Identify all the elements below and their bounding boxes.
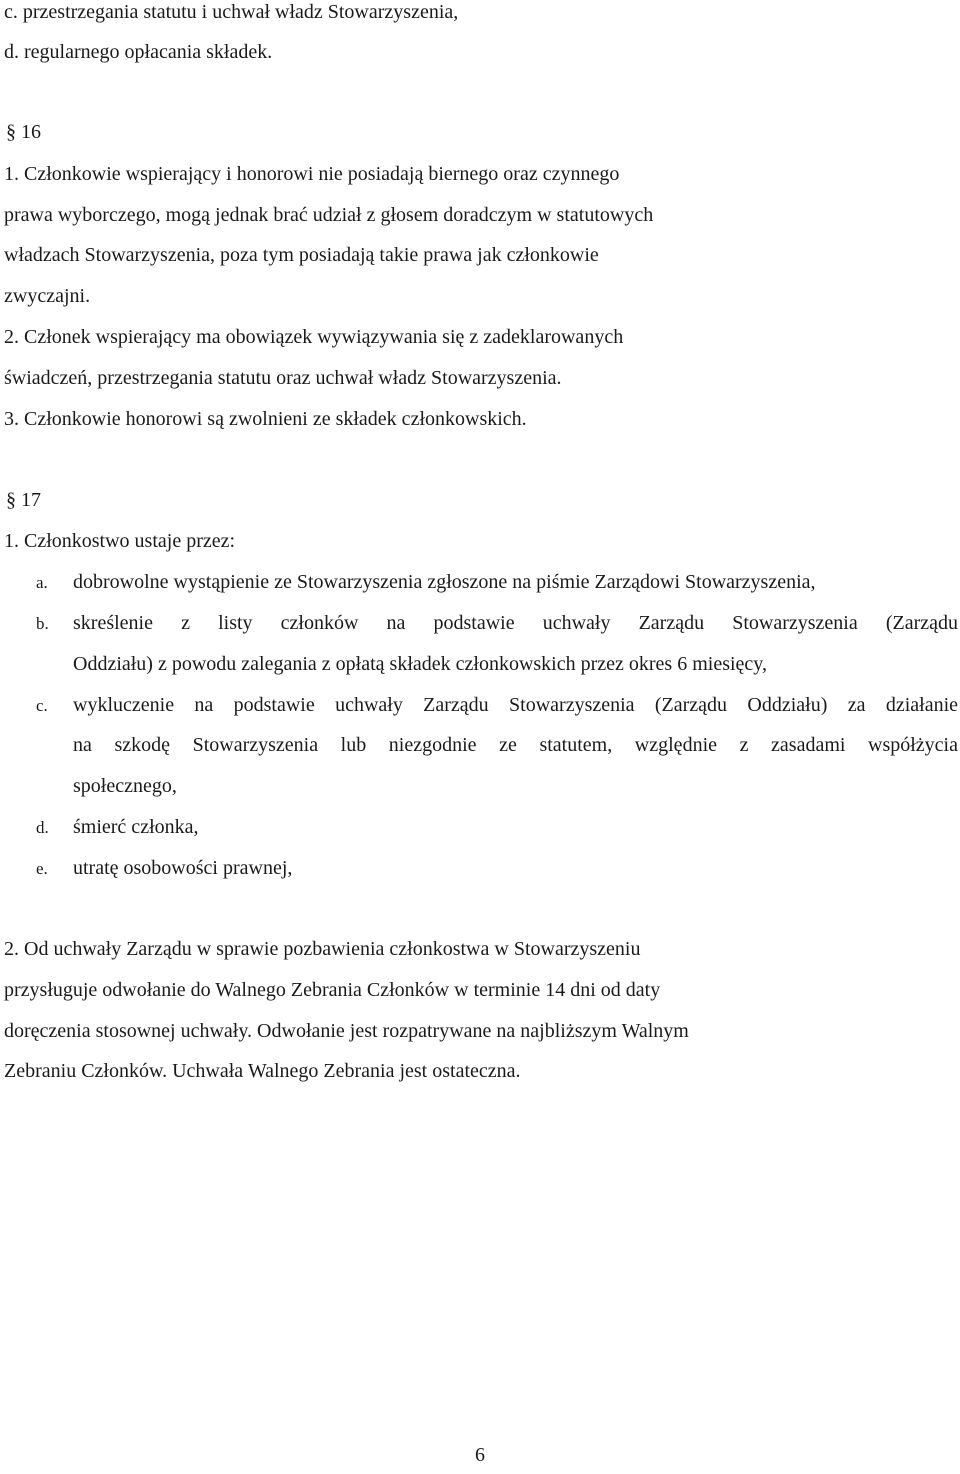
list-letter-a: a. <box>36 573 48 592</box>
page-number: 6 <box>475 1444 485 1466</box>
list-item-d: d. regularnego opłacania składek. <box>4 41 273 63</box>
paragraph-16-1-line-1: 1. Członkowie wspierający i honorowi nie posiadają biernego oraz czynnego <box>4 163 620 185</box>
paragraph-16-1-line-2: prawa wyborczego, mogą jednak brać udział z głosem doradczym w statutowych <box>4 204 654 226</box>
paragraph-16-1-line-4: zwyczajni. <box>4 285 91 307</box>
list-item-c-line-1: wykluczenie na podstawie uchwały Zarządu Stowarzyszenia (Zarządu Oddziału) za działanie <box>73 694 958 716</box>
list-item-c: c. przestrzegania statutu i uchwał władz Stowarzyszenia, <box>4 1 459 23</box>
section-heading-17: § 17 <box>6 489 41 511</box>
list-letter-d: d. <box>36 818 49 837</box>
paragraph-17-2-line-1: 2. Od uchwały Zarządu w sprawie pozbawienia członkostwa w Stowarzyszeniu <box>4 938 641 960</box>
paragraph-17-1-intro: 1. Członkostwo ustaje przez: <box>4 530 236 552</box>
section-heading-16: § 16 <box>6 121 41 143</box>
list-letter-c: c. <box>36 696 48 715</box>
list-item-c-line-3: społecznego, <box>73 775 177 797</box>
list-item-a-line-1: dobrowolne wystąpienie ze Stowarzyszenia zgłoszone na piśmie Zarządowi Stowarzyszenia, <box>73 571 816 593</box>
list-item-e-line-1: utratę osobowości prawnej, <box>73 857 293 879</box>
list-letter-e: e. <box>36 859 48 878</box>
list-letter-b: b. <box>36 614 49 633</box>
paragraph-17-2-line-4: Zebraniu Członków. Uchwała Walnego Zebrania jest ostateczna. <box>4 1060 521 1082</box>
list-item-c-line-2: na szkodę Stowarzyszenia lub niezgodnie ze statutem, względnie z zasadami współżycia <box>73 734 958 756</box>
paragraph-16-3: 3. Członkowie honorowi są zwolnieni ze składek członkowskich. <box>4 408 527 430</box>
list-item-d-line-1: śmierć członka, <box>73 816 199 838</box>
list-item-b-line-2: Oddziału) z powodu zalegania z opłatą składek członkowskich przez okres 6 miesięcy, <box>73 653 767 675</box>
paragraph-16-2-line-2: świadczeń, przestrzegania statutu oraz uchwał władz Stowarzyszenia. <box>4 367 562 389</box>
paragraph-17-2-line-3: doręczenia stosownej uchwały. Odwołanie jest rozpatrywane na najbliższym Walnym <box>4 1020 689 1042</box>
list-item-b-line-1: skreślenie z listy członków na podstawie uchwały Zarządu Stowarzyszenia (Zarządu <box>73 612 958 634</box>
paragraph-16-1-line-3: władzach Stowarzyszenia, poza tym posiadają takie prawa jak członkowie <box>4 244 599 266</box>
paragraph-17-2-line-2: przysługuje odwołanie do Walnego Zebrania Członków w terminie 14 dni od daty <box>4 979 661 1001</box>
paragraph-16-2-line-1: 2. Członek wspierający ma obowiązek wywiązywania się z zadeklarowanych <box>4 326 624 348</box>
